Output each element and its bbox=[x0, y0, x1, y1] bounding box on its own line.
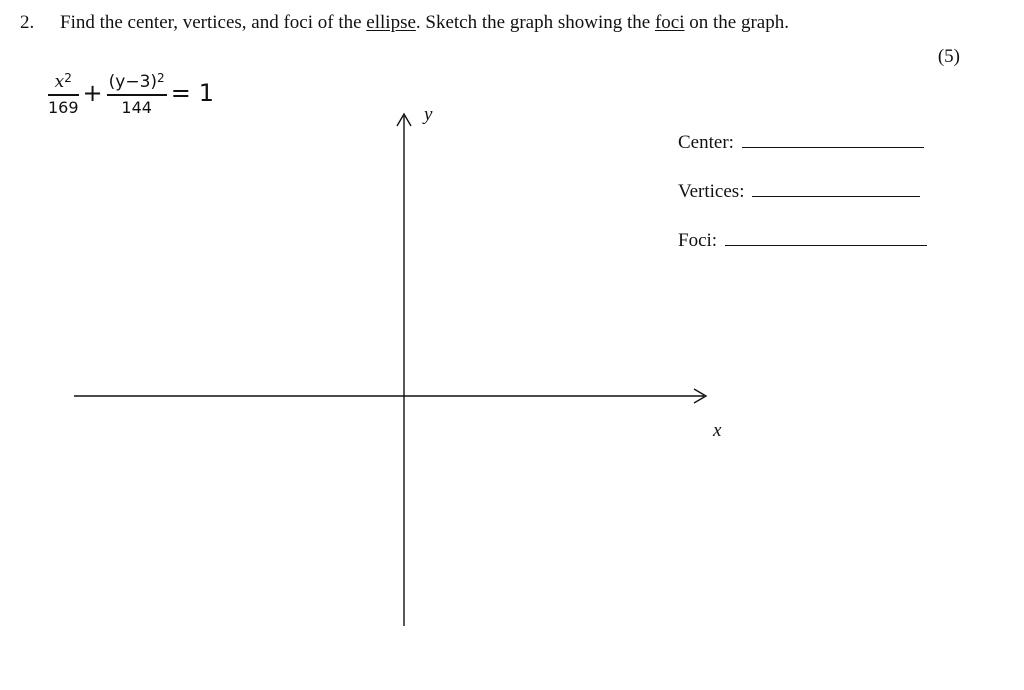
plus-sign: + bbox=[82, 78, 103, 107]
ellipse-underlined-word: ellipse bbox=[366, 12, 416, 33]
equation-rhs: 1 bbox=[198, 78, 215, 107]
points-value: (5) bbox=[937, 46, 960, 67]
fraction-y-denominator: 144 bbox=[121, 97, 152, 117]
fraction-x-denominator: 169 bbox=[48, 97, 79, 117]
x-variable: x bbox=[54, 72, 65, 92]
equals-sign: = bbox=[170, 78, 191, 107]
question-number: 2. bbox=[20, 12, 35, 33]
question-text-part-1: Find the center, vertices, and foci of the bbox=[60, 12, 367, 33]
question-text-part-2: . Sketch the graph showing the bbox=[415, 12, 655, 33]
x-axis-label: x bbox=[713, 420, 722, 441]
x-exponent: 2 bbox=[64, 71, 72, 85]
question-text-part-3: on the graph. bbox=[684, 12, 789, 33]
y-exponent: 2 bbox=[157, 71, 165, 85]
center-label: Center: bbox=[678, 132, 734, 153]
y-axis-label: y bbox=[424, 104, 433, 125]
foci-label: Foci: bbox=[678, 230, 718, 251]
vertices-label: Vertices: bbox=[678, 181, 745, 202]
y-minus-three-base: (y−3) bbox=[108, 72, 158, 92]
foci-underlined-word: foci bbox=[654, 12, 685, 33]
